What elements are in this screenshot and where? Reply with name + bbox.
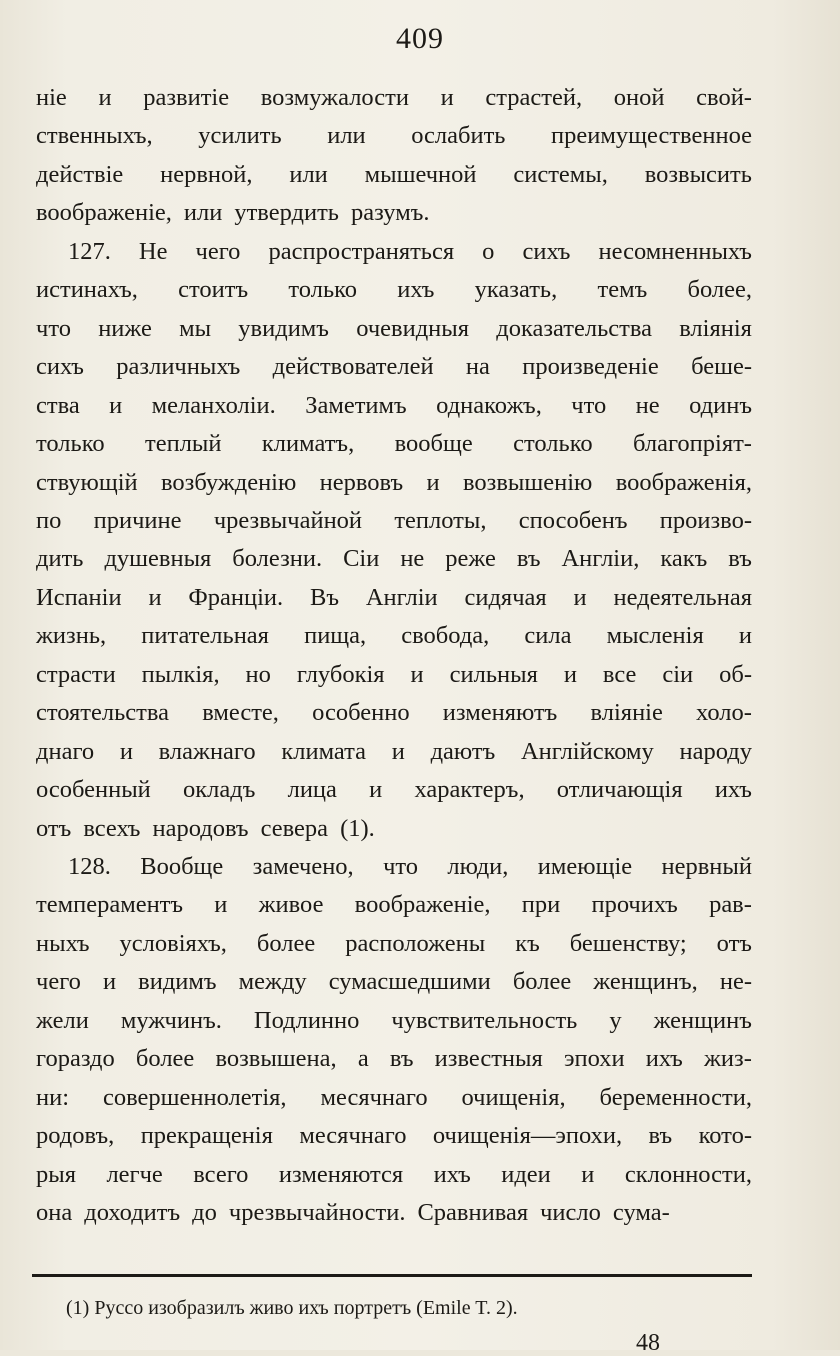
text-line: ныхъ условіяхъ, более расположены къ бешенству; отъ xyxy=(36,929,752,957)
printer-signature-mark: 48 xyxy=(636,1330,660,1356)
text-line: особенный окладъ лица и характеръ, отличающія ихъ xyxy=(36,776,752,804)
page-number: 409 xyxy=(396,22,444,55)
text-line: ства и меланхоліи. Заметимъ однакожъ, что не одинъ xyxy=(36,391,752,419)
text-line: сихъ различныхъ действователей на произведеніе беше- xyxy=(36,353,752,381)
text-line: днаго и влажнаго климата и даютъ Англійскому народу xyxy=(36,737,752,765)
text-line: 128. Вообще замечено, что люди, имеющіе нервный xyxy=(68,853,752,880)
footnote: (1) Руссо изобразилъ живо ихъ портретъ (Emile T. 2). xyxy=(66,1297,518,1319)
text-line: темпераментъ и живое воображеніе, при прочихъ рав- xyxy=(36,891,752,919)
text-line: страсти пылкія, но глубокія и сильныя и все сіи об- xyxy=(36,660,752,688)
text-line: гораздо более возвышена, а въ известныя эпохи ихъ жиз- xyxy=(36,1045,752,1073)
text-line: ствующій возбужденію нервовъ и возвышенію воображенія, xyxy=(36,468,752,496)
text-line: что ниже мы увидимъ очевидныя доказательства вліянія xyxy=(36,314,752,342)
text-line: по причине чрезвычайной теплоты, способенъ произво- xyxy=(36,506,752,534)
text-line: жели мужчинъ. Подлинно чувствительность у женщинъ xyxy=(36,1006,752,1034)
text-line: родовъ, прекращенія месячнаго очищенія—эпохи, въ кото- xyxy=(36,1122,752,1150)
text-line: жизнь, питательная пища, свобода, сила мысленія и xyxy=(36,622,752,650)
text-line: стоятельства вместе, особенно изменяютъ вліяніе холо- xyxy=(36,699,752,727)
text-line: рыя легче всего изменяются ихъ идеи и склонности, xyxy=(36,1160,752,1188)
text-line: чего и видимъ между сумасшедшими более женщинъ, не- xyxy=(36,968,752,996)
text-line: действіе нервной, или мышечной системы, возвысить xyxy=(36,160,752,188)
text-line: Испаніи и Франціи. Въ Англіи сидячая и недеятельная xyxy=(36,583,752,611)
text-line: она доходитъ до чрезвычайности. Сравнивая число сума- xyxy=(36,1199,670,1227)
text-line: дить душевныя болезни. Сіи не реже въ Англіи, какъ въ xyxy=(36,545,752,573)
text-line: истинахъ, стоитъ только ихъ указать, темъ более, xyxy=(36,276,752,304)
footnote-rule xyxy=(32,1274,752,1277)
text-line: ніе и развитіе возмужалости и страстей, оной свой- xyxy=(36,84,752,111)
text-line: только теплый климатъ, вообще столько благопріят- xyxy=(36,430,752,458)
text-line: отъ всехъ народовъ севера (1). xyxy=(36,814,375,842)
text-line: ственныхъ, усилить или ослабить преимущественное xyxy=(36,122,752,150)
text-line: ни: совершеннолетія, месячнаго очищенія, беременности, xyxy=(36,1083,752,1111)
text-line: воображеніе, или утвердить разумъ. xyxy=(36,199,430,227)
text-line: 127. Не чего распространяться о сихъ несомненныхъ xyxy=(68,237,752,265)
